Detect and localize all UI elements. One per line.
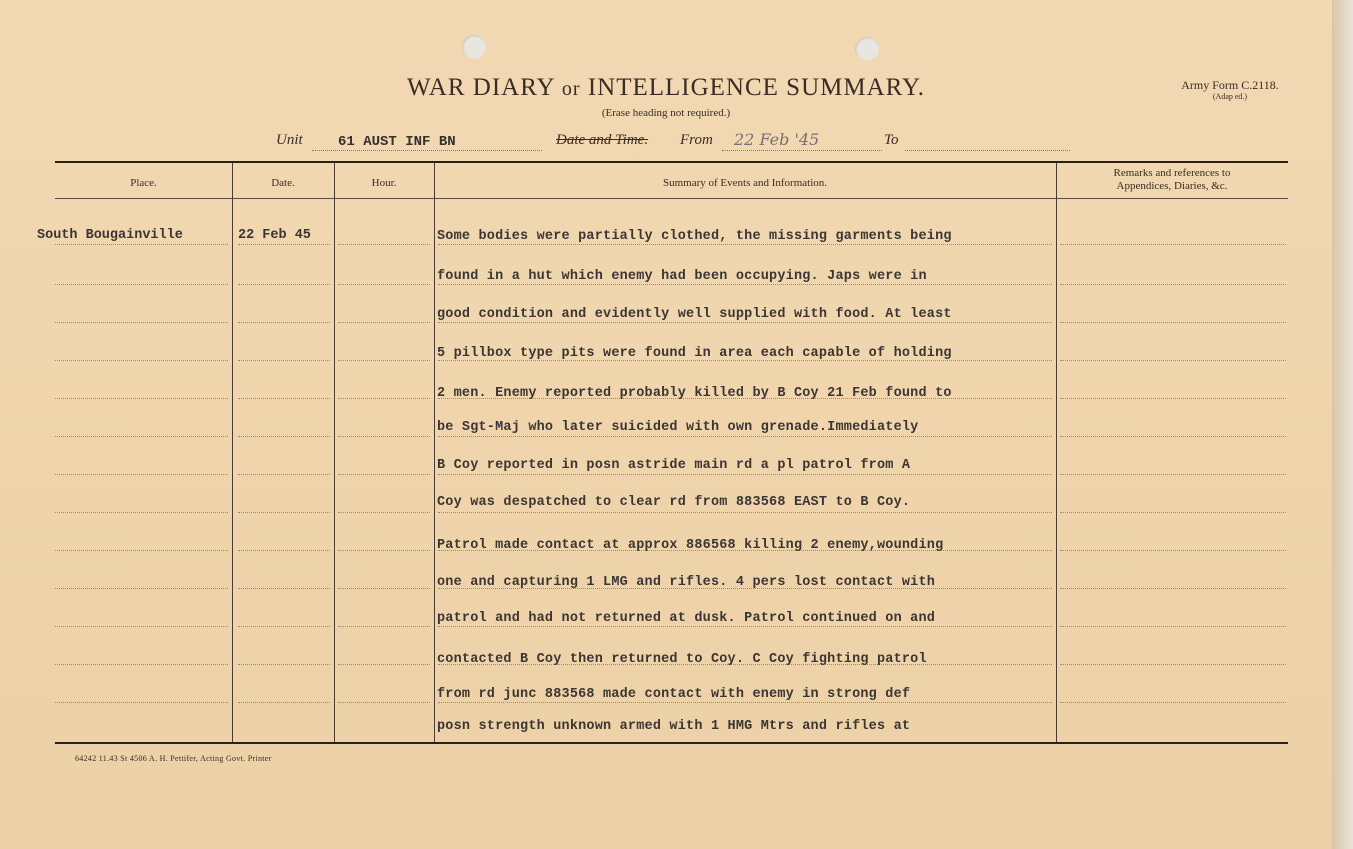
table-top-rule [55, 161, 1288, 163]
form-title [0, 74, 1332, 102]
row-dotted-line [338, 626, 430, 627]
row-dotted-line [55, 322, 228, 323]
row-dotted-line [238, 436, 330, 437]
entry-date: 22 Feb 45 [238, 228, 311, 243]
row-dotted-line [438, 284, 1052, 285]
army-form-number [1160, 78, 1300, 101]
row-dotted-line [55, 474, 228, 475]
row-dotted-line [338, 474, 430, 475]
row-dotted-line [55, 360, 228, 361]
row-dotted-line [1060, 626, 1286, 627]
table-bottom-rule [55, 742, 1288, 744]
summary-line: posn strength unknown armed with 1 HMG Mtrs and rifles at [437, 719, 911, 734]
row-dotted-line [438, 512, 1052, 513]
remarks-header-line2: Appendices, Diaries, &c. [1116, 180, 1228, 192]
summary-line: Patrol made contact at approx 886568 killing 2 enemy,wounding [437, 538, 944, 553]
row-dotted-line [438, 702, 1052, 703]
summary-line: 5 pillbox type pits were found in area each capable of holding [437, 346, 952, 361]
row-dotted-line [55, 702, 228, 703]
row-dotted-line [1060, 474, 1286, 475]
entry-place: South Bougainville [37, 228, 183, 243]
printer-footer: 64242 11.43 St 4506 A. H. Pettifer, Acting Govt. Printer [75, 754, 272, 763]
row-dotted-line [438, 474, 1052, 475]
row-dotted-line [338, 360, 430, 361]
from-dotted-line [722, 150, 882, 151]
remarks-header-line1: Remarks and references to [1113, 167, 1231, 179]
date-time-label: Date and Time. [556, 132, 649, 148]
column-divider-place [232, 163, 233, 742]
row-dotted-line [338, 550, 430, 551]
row-dotted-line [338, 284, 430, 285]
column-header-remarks [1056, 167, 1288, 193]
summary-line: B Coy reported in posn astride main rd a pl patrol from A [437, 458, 911, 473]
row-dotted-line [238, 360, 330, 361]
row-dotted-line [338, 398, 430, 399]
from-label: From [680, 132, 713, 148]
unit-value: 61 AUST INF BN [338, 134, 456, 150]
summary-line: be Sgt-Maj who later suicided with own grenade.Immediately [437, 420, 919, 435]
row-dotted-line [55, 588, 228, 589]
column-divider-summary [1056, 163, 1057, 742]
row-dotted-line [438, 244, 1052, 245]
row-dotted-line [238, 322, 330, 323]
to-label: To [884, 132, 899, 148]
form-subtitle: (Erase heading not required.) [601, 107, 731, 119]
row-dotted-line [1060, 360, 1286, 361]
summary-line: Coy was despatched to clear rd from 883568 EAST to B Coy. [437, 495, 911, 510]
row-dotted-line [338, 322, 430, 323]
row-dotted-line [238, 398, 330, 399]
row-dotted-line [1060, 322, 1286, 323]
row-dotted-line [438, 626, 1052, 627]
summary-line: from rd junc 883568 made contact with enemy in strong def [437, 687, 911, 702]
row-dotted-line [238, 702, 330, 703]
column-divider-hour [434, 163, 435, 742]
summary-line: patrol and had not returned at dusk. Patrol continued on and [437, 611, 936, 626]
row-dotted-line [1060, 664, 1286, 665]
summary-line: found in a hut which enemy had been occupying. Japs were in [437, 269, 927, 284]
column-header-date: Date. [271, 177, 295, 189]
row-dotted-line [55, 284, 228, 285]
summary-line: good condition and evidently well supplied with food. At least [437, 307, 952, 322]
row-dotted-line [338, 702, 430, 703]
row-dotted-line [238, 550, 330, 551]
row-dotted-line [438, 322, 1052, 323]
unit-label: Unit [276, 132, 303, 148]
row-dotted-line [1060, 702, 1286, 703]
row-dotted-line [1060, 398, 1286, 399]
row-dotted-line [1060, 550, 1286, 551]
row-dotted-line [1060, 436, 1286, 437]
row-dotted-line [55, 550, 228, 551]
row-dotted-line [55, 512, 228, 513]
row-dotted-line [55, 626, 228, 627]
row-dotted-line [55, 436, 228, 437]
column-header-hour: Hour. [371, 177, 397, 189]
column-divider-date [334, 163, 335, 742]
to-dotted-line [905, 150, 1070, 151]
punch-hole-right [855, 37, 879, 61]
army-form-label: Army Form C.2118. [1181, 78, 1279, 92]
column-header-place: Place. [130, 177, 157, 189]
punch-hole-left [462, 35, 486, 59]
row-dotted-line [1060, 284, 1286, 285]
table-header-rule [55, 198, 1288, 199]
army-form-adap: (Adap ed.) [1212, 92, 1248, 101]
row-dotted-line [338, 436, 430, 437]
summary-line: Some bodies were partially clothed, the missing garments being [437, 229, 952, 244]
summary-line: one and capturing 1 LMG and rifles. 4 pers lost contact with [437, 575, 936, 590]
row-dotted-line [1060, 244, 1286, 245]
row-dotted-line [338, 244, 430, 245]
row-dotted-line [238, 588, 330, 589]
row-dotted-line [238, 512, 330, 513]
row-dotted-line [55, 398, 228, 399]
row-dotted-line [238, 284, 330, 285]
row-dotted-line [1060, 588, 1286, 589]
title-part1: WAR DIARY [406, 74, 555, 101]
summary-line: 2 men. Enemy reported probably killed by B Coy 21 Feb found to [437, 386, 952, 401]
row-dotted-line [338, 664, 430, 665]
row-dotted-line [338, 588, 430, 589]
row-dotted-line [238, 474, 330, 475]
column-header-summary: Summary of Events and Information. [662, 177, 828, 189]
row-dotted-line [1060, 512, 1286, 513]
row-dotted-line [238, 244, 330, 245]
paper-edge [1332, 0, 1353, 849]
title-or: or [561, 78, 581, 100]
row-dotted-line [238, 664, 330, 665]
title-part2: INTELLIGENCE SUMMARY. [587, 74, 926, 101]
row-dotted-line [438, 436, 1052, 437]
row-dotted-line [55, 664, 228, 665]
unit-dotted-line [312, 150, 542, 151]
row-dotted-line [238, 626, 330, 627]
row-dotted-line [55, 244, 228, 245]
summary-line: contacted B Coy then returned to Coy. C Coy fighting patrol [437, 652, 927, 667]
from-value: 22 Feb '45 [734, 130, 820, 149]
row-dotted-line [338, 512, 430, 513]
